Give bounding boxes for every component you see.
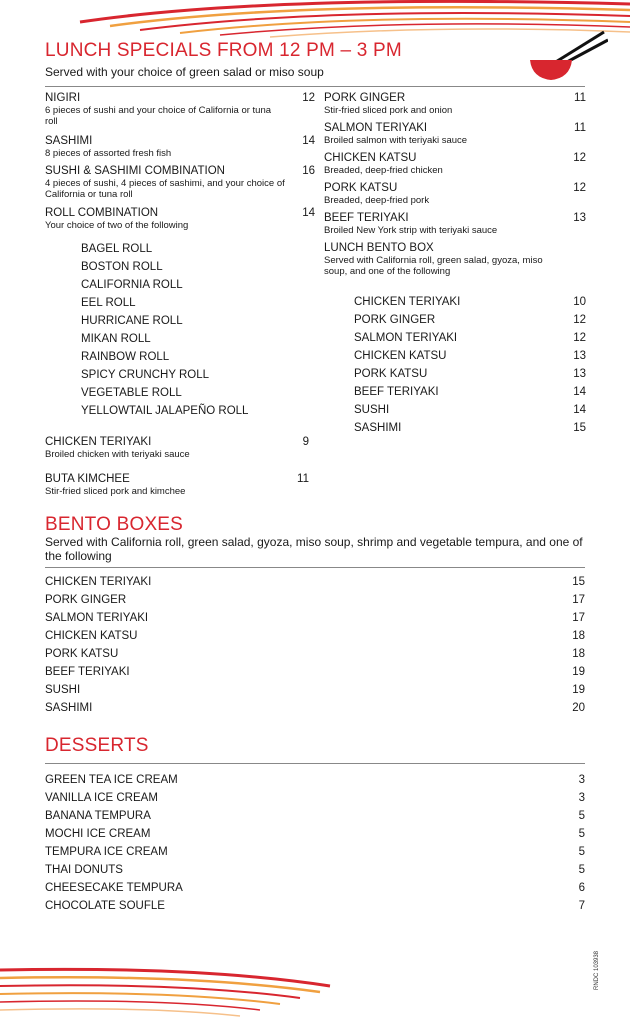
bento-item: SALMON TERIYAKI 17 — [45, 612, 585, 624]
roll-option: YELLOWTAIL JALAPEÑO ROLL — [81, 405, 249, 417]
desserts-divider — [45, 763, 585, 764]
roll-option: BAGEL ROLL — [81, 243, 153, 255]
bento-item: CHICKEN TERIYAKI 15 — [45, 576, 585, 588]
menu-item: SUSHI & SASHIMI COMBINATION 4 pieces of sushi, 4 pieces of sashimi, and your choice of California or tuna roll 16 — [45, 165, 315, 200]
dessert-item: MOCHI ICE CREAM 5 — [45, 828, 585, 840]
bento-option: SASHIMI 15 — [354, 422, 586, 434]
menu-item: CHICKEN KATSU Breaded, deep-fried chicken 12 — [324, 152, 586, 176]
lunch-specials-subtitle: Served with your choice of green salad or miso soup — [45, 65, 324, 79]
bento-option: SUSHI 14 — [354, 404, 586, 416]
roll-option: VEGETABLE ROLL — [81, 387, 182, 399]
roll-option: EEL ROLL — [81, 297, 136, 309]
dessert-item: CHEESECAKE TEMPURA 6 — [45, 882, 585, 894]
bento-item: PORK KATSU 18 — [45, 648, 585, 660]
menu-item: SASHIMI 8 pieces of assorted fresh fish 14 — [45, 135, 315, 159]
bento-option: CHICKEN TERIYAKI 10 — [354, 296, 586, 308]
bento-item: BEEF TERIYAKI 19 — [45, 666, 585, 678]
bento-boxes-title: BENTO BOXES — [45, 514, 184, 535]
dessert-item: GREEN TEA ICE CREAM 3 — [45, 774, 585, 786]
bento-item: CHICKEN KATSU 18 — [45, 630, 585, 642]
roll-option: CALIFORNIA ROLL — [81, 279, 183, 291]
decorative-swoosh-bottom — [0, 958, 340, 1026]
dessert-item: BANANA TEMPURA 5 — [45, 810, 585, 822]
menu-item: BUTA KIMCHEE Stir-fried sliced pork and kimchee 11 — [45, 473, 309, 497]
desserts-title: DESSERTS — [45, 735, 149, 756]
bento-item: SASHIMI 20 — [45, 702, 585, 714]
bento-divider — [45, 567, 585, 568]
bento-option: CHICKEN KATSU 13 — [354, 350, 586, 362]
bento-item: SUSHI 19 — [45, 684, 585, 696]
menu-item: ROLL COMBINATION Your choice of two of the following 14 — [45, 207, 315, 231]
bento-item: PORK GINGER 17 — [45, 594, 585, 606]
menu-item: BEEF TERIYAKI Broiled New York strip with teriyaki sauce 13 — [324, 212, 586, 236]
dessert-item: TEMPURA ICE CREAM 5 — [45, 846, 585, 858]
roll-option: HURRICANE ROLL — [81, 315, 183, 327]
lunch-divider — [45, 86, 585, 87]
roll-option: RAINBOW ROLL — [81, 351, 170, 363]
bento-option: BEEF TERIYAKI 14 — [354, 386, 586, 398]
roll-option: SPICY CRUNCHY ROLL — [81, 369, 210, 381]
lunch-specials-title: LUNCH SPECIALS FROM 12 PM – 3 PM — [45, 40, 402, 61]
bento-option: SALMON TERIYAKI 12 — [354, 332, 586, 344]
menu-item: PORK KATSU Breaded, deep-fried pork 12 — [324, 182, 586, 206]
dessert-item: THAI DONUTS 5 — [45, 864, 585, 876]
menu-item: SALMON TERIYAKI Broiled salmon with teriyaki sauce 11 — [324, 122, 586, 146]
print-code: RNDC 103938 — [594, 950, 600, 990]
bento-option: PORK GINGER 12 — [354, 314, 586, 326]
dessert-item: VANILLA ICE CREAM 3 — [45, 792, 585, 804]
roll-option: BOSTON ROLL — [81, 261, 163, 273]
roll-option: MIKAN ROLL — [81, 333, 151, 345]
bento-option: PORK KATSU 13 — [354, 368, 586, 380]
bento-boxes-subtitle: Served with California roll, green salad, gyoza, miso soup, shrimp and vegetable tempura, and one of the following — [45, 535, 583, 563]
dessert-item: CHOCOLATE SOUFLE 7 — [45, 900, 585, 912]
menu-item: PORK GINGER Stir-fried sliced pork and onion 11 — [324, 92, 586, 116]
lunch-bento-box: LUNCH BENTO BOX Served with California roll, green salad, gyoza, miso soup, and one of the following — [324, 242, 543, 277]
menu-item: CHICKEN TERIYAKI Broiled chicken with teriyaki sauce 9 — [45, 436, 309, 460]
menu-item: NIGIRI 6 pieces of sushi and your choice of California or tuna roll 12 — [45, 92, 315, 127]
